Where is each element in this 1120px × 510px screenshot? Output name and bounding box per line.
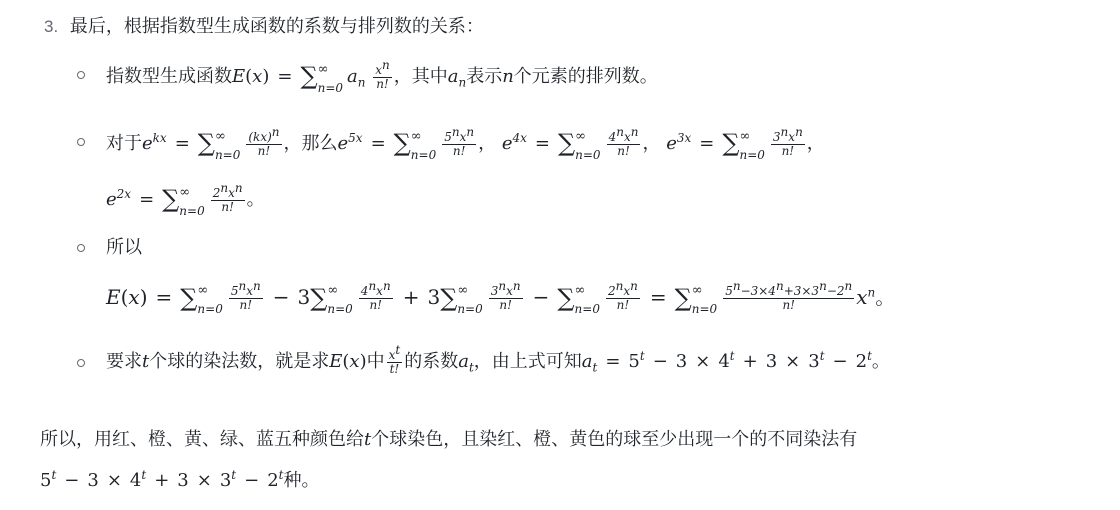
conclusion-part-b: 个球染色，且染红、橙、黄色的球至少出现一个的不同染法有 [371, 429, 858, 450]
bullet-2-then: ，那么 [283, 133, 338, 154]
bullet-2-line-1: 对于$e^{kx}$ = ∑ ∞ n=0 $\frac{(kx)^n}{n!}$ ，那么$e^{5x}$ = ∑ ∞ n=0 $\frac{5^nx^n}{n!}$ ， $e^{4x}$ = ∑ ∞ n=0 $\frac{4^nx^n}{n!}$ ， $e^{3x}$ = ∑ ∞ n=0 $\frac{3^nx^n}{n!}$ ， [106, 124, 825, 162]
bullet-3-label [106, 234, 142, 262]
bullet-icon [77, 359, 85, 367]
bullet-4-part-d: ，由上式可知 [473, 351, 582, 372]
bullet-4-end: 。 [871, 351, 890, 372]
step-number: 3. [44, 17, 59, 36]
conclusion-end: 种。 [283, 470, 320, 491]
bullet-4-part-c: 的系数 [404, 351, 459, 372]
step-3-text: 最后，根据指数型生成函数的系数与排列数的关系： [69, 16, 484, 37]
bullet-1-suffix-b: 表示 [466, 66, 503, 87]
bullet-icon [77, 138, 85, 146]
step-3-line [44, 13, 484, 41]
bullet-2-prefix: 对于 [106, 133, 142, 154]
bullet-icon [77, 244, 85, 252]
conclusion-line-1: 所以，用红、橙、黄、绿、蓝五种颜色给t个球染色，且染红、橙、黄色的球至少出现一个的不同染法有 [40, 429, 858, 450]
bullet-4-part-a: 个球的染法数，就是求 [149, 351, 330, 372]
sep: ， [642, 133, 661, 154]
bullet-2-end: 。 [246, 189, 265, 210]
bullet-4-part-b: 中 [366, 351, 385, 372]
sep: ， [806, 133, 825, 154]
bullet-4-prefix: 要求 [106, 351, 142, 372]
sep: ， [478, 133, 497, 154]
bullet-4: 要求t个球的染法数，就是求E(x)中 $\frac{x^t}{t!}$ 的系数$a_t$，由上式可知$a_t = 5^t - 3 \times 4^t + 3 \times 3^t - 2^t$。 [106, 342, 890, 376]
conclusion-part-a: 所以，用红、橙、黄、绿、蓝五种颜色给 [40, 429, 364, 450]
bullet-3-formula: E(x) = ∑ ∞ n=0 $\frac{5^nx^n}{n!}$ − 3∑ ∞ n=0 $\frac{4^nx^n}{n!}$ + 3∑ ∞ n=0 $\frac{3^nx^n}{n!}$ − ∑ ∞ n=0 $\frac{2^nx^n}{n!}$ = ∑ ∞ n=0 $\frac{5^n-3\times 4^n+3\times 3^n-2^n}{n!}$ $x^n$。 [106, 279, 896, 316]
bullet-2-line-2: $e^{2x}$ = ∑ ∞ n=0 $\frac{2^nx^n}{n!}$ 。 [106, 180, 265, 218]
bullet-1-prefix: 指数型生成函数 [106, 66, 232, 87]
bullet-1-suffix-a: ，其中 [393, 66, 448, 87]
bullet-1: 指数型生成函数E(x) = ∑ ∞ n=0 $a_n$ $\frac{x^n}{n!}$ ，其中$a_n$表示n个元素的排列数。 [106, 57, 658, 95]
bullet-1-suffix-c: 个元素的排列数。 [513, 66, 658, 87]
bullet-3-prefix: 所以 [106, 237, 142, 258]
bullet-icon [77, 71, 85, 79]
formula-E-x: E(x) [232, 66, 270, 87]
conclusion-line-2: $5^t - 3 \times 4^t + 3 \times 3^t - 2^t$种。 [40, 468, 320, 491]
